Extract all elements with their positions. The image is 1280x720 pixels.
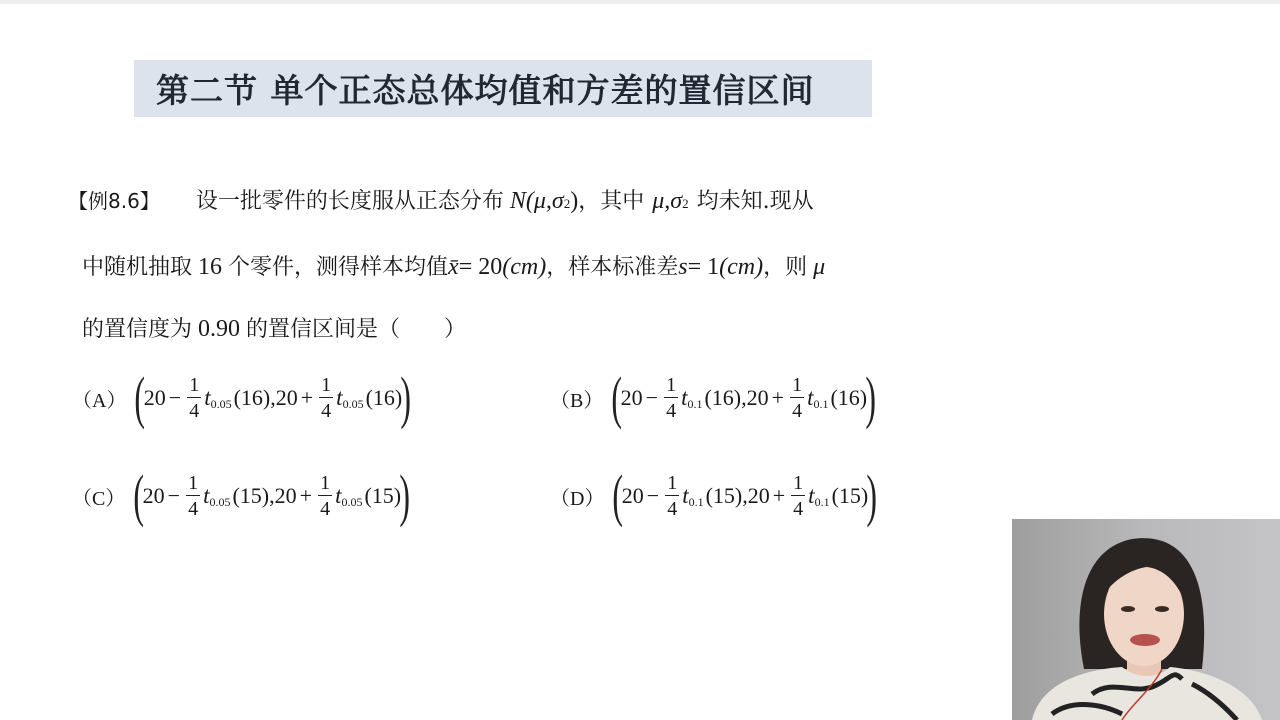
separator: , xyxy=(269,483,275,508)
separator: , xyxy=(270,385,276,410)
separator: , xyxy=(741,385,747,410)
minus-sign: − xyxy=(645,385,659,410)
problem-text: ，则 xyxy=(763,255,808,280)
confidence-level: 0.90 xyxy=(198,316,241,342)
minus-sign: − xyxy=(646,483,660,508)
t-symbol: t xyxy=(204,385,211,410)
separator: , xyxy=(742,483,748,508)
fraction xyxy=(790,375,804,421)
minus-sign: − xyxy=(167,483,181,508)
t-symbol: t xyxy=(807,385,814,410)
close-paren: ) xyxy=(570,188,579,214)
t-symbol: t xyxy=(808,483,815,508)
option-label: （D） xyxy=(550,487,605,510)
superscript: 2 xyxy=(682,196,689,211)
presenter-webcam xyxy=(1012,519,1280,720)
numerator: 1 xyxy=(321,374,332,396)
t-symbol: t xyxy=(682,483,689,508)
section-title: 第二节 单个正态总体均值和方差的置信区间 xyxy=(156,71,815,110)
center-value: 20 xyxy=(275,385,298,410)
center-value: 20 xyxy=(274,483,297,508)
alpha-subscript: 0.1 xyxy=(688,494,704,509)
unit: (cm) xyxy=(719,254,764,280)
fraction xyxy=(791,473,805,519)
numerator: 1 xyxy=(667,472,678,494)
alpha-subscript: 0.1 xyxy=(813,396,829,411)
alpha-subscript: 0.1 xyxy=(814,494,830,509)
option-label: （B） xyxy=(550,389,604,412)
problem-text: 个零件，测得样本均值 xyxy=(228,255,449,280)
fraction xyxy=(318,473,332,519)
example-label: 【例8.6】 xyxy=(68,189,160,213)
degrees-of-freedom: (15) xyxy=(705,483,743,508)
plus-sign: + xyxy=(299,483,313,508)
plus-sign: + xyxy=(771,385,785,410)
open-paren: ( xyxy=(612,463,624,528)
parameters: μ,σ xyxy=(652,188,683,214)
center-value: 20 xyxy=(747,483,770,508)
degrees-of-freedom: (15) xyxy=(831,483,869,508)
degrees-of-freedom: (16) xyxy=(233,385,271,410)
fraction xyxy=(187,375,201,421)
close-paren: ) xyxy=(400,365,412,430)
plus-sign: + xyxy=(772,483,786,508)
alpha-subscript: 0.05 xyxy=(341,494,363,509)
problem-text: 的置信度为 xyxy=(82,317,193,342)
center-value: 20 xyxy=(746,385,769,410)
unit: (cm) xyxy=(502,254,547,280)
denominator: 4 xyxy=(792,400,803,422)
numerator: 1 xyxy=(189,374,200,396)
degrees-of-freedom: (15) xyxy=(232,483,270,508)
denominator: 4 xyxy=(189,400,200,422)
problem-text: 设一批零件的长度服从正态分布 xyxy=(195,189,504,214)
normal-distribution: N(μ,σ xyxy=(509,188,564,214)
problem-text: 中随机抽取 xyxy=(82,255,193,280)
degrees-of-freedom: (16) xyxy=(830,385,868,410)
example-line-3 xyxy=(82,312,466,343)
denominator: 4 xyxy=(321,400,332,422)
sample-mean-value: = 20 xyxy=(458,254,503,280)
t-symbol: t xyxy=(681,385,688,410)
open-paren: ( xyxy=(611,365,623,430)
denominator: 4 xyxy=(667,498,678,520)
top-strip xyxy=(0,0,1280,4)
problem-text: 的置信区间是（ ） xyxy=(246,317,467,342)
presenter-silhouette xyxy=(1012,519,1280,720)
degrees-of-freedom: (15) xyxy=(364,483,402,508)
option-b[interactable] xyxy=(550,365,877,430)
example-line-1 xyxy=(68,184,814,215)
sample-std-symbol: s xyxy=(678,254,688,280)
center-value: 20 xyxy=(143,385,166,410)
superscript: 2 xyxy=(563,196,571,211)
close-paren: ) xyxy=(866,463,878,528)
fraction xyxy=(664,375,678,421)
denominator: 4 xyxy=(793,498,804,520)
option-c[interactable] xyxy=(72,463,411,528)
denominator: 4 xyxy=(666,400,677,422)
numerator: 1 xyxy=(793,472,804,494)
t-symbol: t xyxy=(335,483,342,508)
center-value: 20 xyxy=(620,385,643,410)
numerator: 1 xyxy=(792,374,803,396)
plus-sign: + xyxy=(300,385,314,410)
numerator: 1 xyxy=(666,374,677,396)
problem-text: ，其中 xyxy=(578,189,645,214)
degrees-of-freedom: (16) xyxy=(704,385,742,410)
sample-mean-symbol: x̄ xyxy=(448,254,459,280)
open-paren: ( xyxy=(134,365,146,430)
alpha-subscript: 0.1 xyxy=(687,396,703,411)
problem-text: ，样本标准差 xyxy=(546,255,679,280)
alpha-subscript: 0.05 xyxy=(210,396,232,411)
minus-sign: − xyxy=(168,385,182,410)
alpha-subscript: 0.05 xyxy=(209,494,231,509)
close-paren: ) xyxy=(865,365,877,430)
alpha-subscript: 0.05 xyxy=(342,396,364,411)
section-title-band xyxy=(134,60,872,117)
numerator: 1 xyxy=(188,472,199,494)
fraction xyxy=(186,473,200,519)
numerator: 1 xyxy=(320,472,331,494)
option-label: （A） xyxy=(72,389,127,412)
t-symbol: t xyxy=(203,483,210,508)
sample-size: 16 xyxy=(198,254,223,280)
option-label: （C） xyxy=(72,487,126,510)
problem-text: 均未知.现从 xyxy=(696,189,814,214)
example-line-2 xyxy=(82,250,825,281)
option-d[interactable] xyxy=(550,464,876,528)
option-a[interactable] xyxy=(72,366,410,430)
fraction xyxy=(319,375,333,421)
close-paren: ) xyxy=(399,463,411,528)
fraction xyxy=(665,473,679,519)
open-paren: ( xyxy=(133,463,145,528)
t-symbol: t xyxy=(336,385,343,410)
mu-symbol: μ xyxy=(813,254,826,280)
center-value: 20 xyxy=(142,483,165,508)
sample-std-value: = 1 xyxy=(687,254,720,280)
center-value: 20 xyxy=(621,483,644,508)
denominator: 4 xyxy=(188,498,199,520)
denominator: 4 xyxy=(320,498,331,520)
degrees-of-freedom: (16) xyxy=(365,385,403,410)
